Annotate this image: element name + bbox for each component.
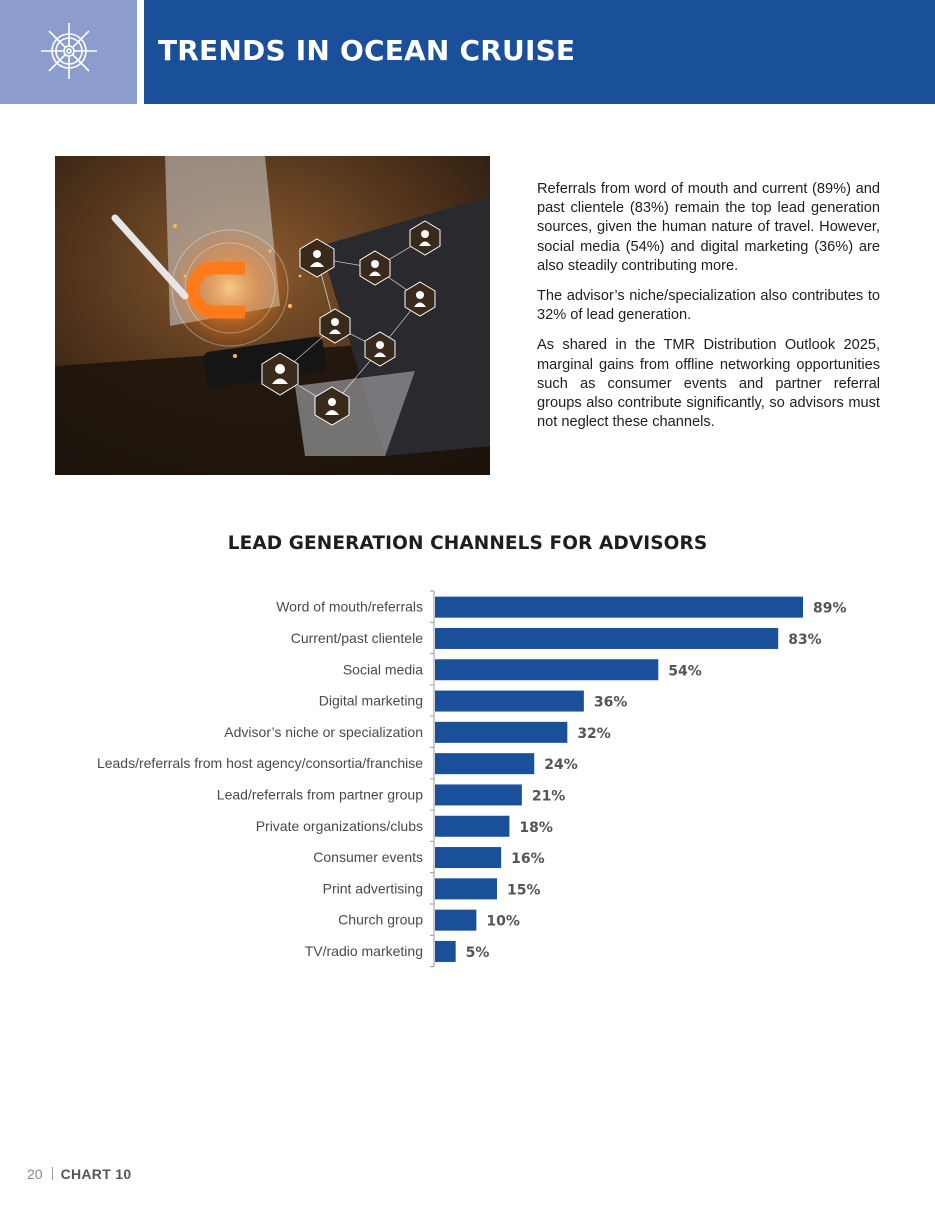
bar	[435, 753, 534, 774]
data-label: 83%	[788, 631, 822, 648]
bar	[435, 628, 778, 649]
category-label: Word of mouth/referrals	[276, 598, 423, 615]
data-label: 24%	[544, 757, 578, 774]
data-label: 5%	[465, 944, 490, 961]
bar	[435, 784, 522, 805]
bar	[435, 847, 501, 868]
bar	[435, 691, 584, 712]
header-icon-panel	[0, 0, 137, 104]
bar	[435, 878, 497, 899]
data-label: 32%	[577, 725, 611, 742]
bar	[435, 941, 456, 962]
data-label: 89%	[813, 600, 847, 617]
bar	[435, 910, 476, 931]
category-label: Church group	[338, 911, 423, 928]
page-footer	[27, 1166, 131, 1182]
category-label: Private organizations/clubs	[255, 817, 423, 834]
bar	[435, 722, 567, 743]
bar	[435, 816, 509, 837]
marketing-photo	[55, 156, 490, 475]
body-paragraph: Referrals from word of mouth and current (89%) and past clientele (83%) remain the top lead generation sources, given the human nature of travel. However, social media (54%) and digital marketing (36%) are also steadily contributing more.	[537, 181, 880, 274]
chart-number-label: CHART 10	[60, 1166, 132, 1182]
data-label: 10%	[486, 913, 520, 930]
category-label: Advisor’s niche or specialization	[224, 723, 423, 740]
data-label: 54%	[668, 663, 702, 680]
category-label: Social media	[342, 661, 423, 678]
body-paragraph: The advisor’s niche/specialization also contributes to 32% of lead generation.	[537, 288, 880, 324]
data-label: 21%	[531, 788, 566, 805]
category-label: Consumer events	[313, 849, 423, 866]
page-title: TRENDS IN OCEAN CRUISE	[158, 34, 576, 67]
category-label: Print advertising	[322, 880, 423, 897]
footer-divider	[52, 1167, 53, 1180]
bar	[435, 659, 658, 680]
data-label: 16%	[511, 851, 545, 868]
category-label: Leads/referrals from host agency/consortia/franchise	[96, 755, 423, 772]
category-label: Lead/referrals from partner group	[216, 786, 423, 803]
category-label: TV/radio marketing	[304, 942, 423, 959]
bar	[435, 597, 803, 618]
category-label: Digital marketing	[318, 692, 423, 709]
body-paragraph: As shared in the TMR Distribution Outlook 2025, marginal gains from offline networking opportunities such as consumer events and partner referral groups also contribute significantly, so advisors must not neglect these channels.	[537, 337, 880, 431]
data-label: 18%	[519, 819, 553, 836]
body-text	[537, 180, 880, 443]
data-label: 15%	[507, 882, 541, 899]
category-label: Current/past clientele	[290, 629, 423, 646]
page-number: 20	[27, 1166, 43, 1182]
data-label: 36%	[593, 694, 628, 711]
ship-wheel-icon	[40, 22, 98, 80]
chart-title: LEAD GENERATION CHANNELS FOR ADVISORS	[227, 533, 708, 554]
